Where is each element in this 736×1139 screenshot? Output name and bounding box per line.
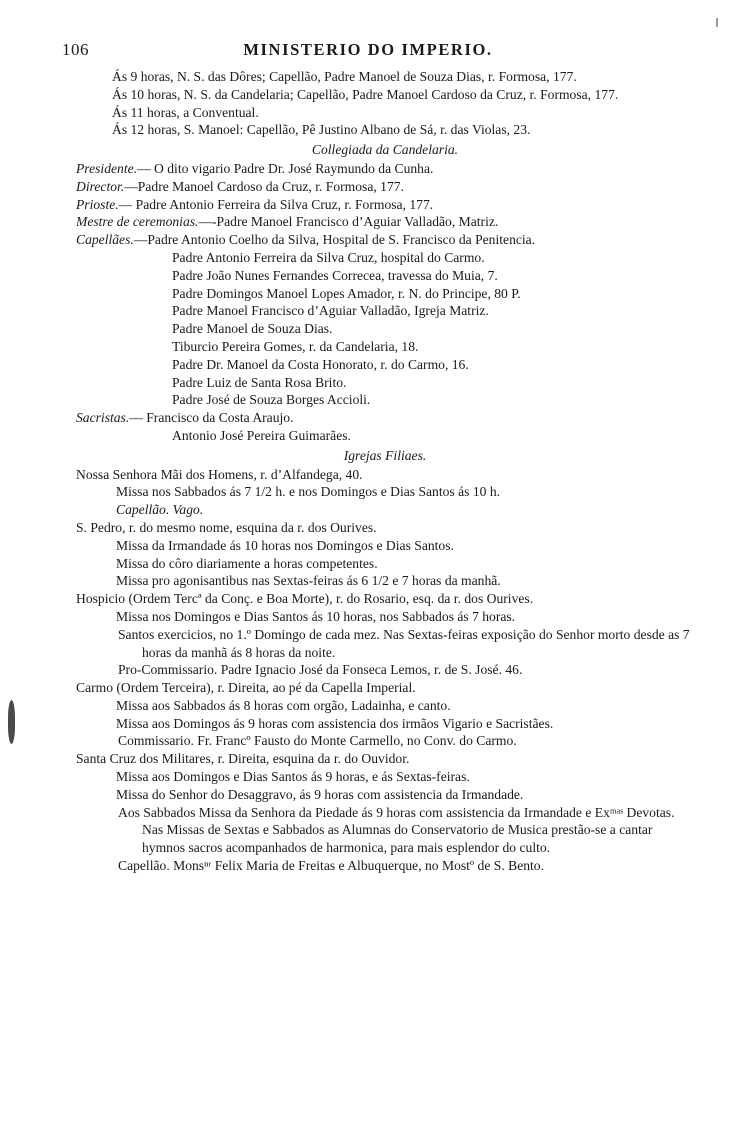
church-detail: Missa do côro diariamente a horas competentes. bbox=[116, 555, 378, 571]
page-number: 106 bbox=[62, 40, 89, 59]
church-detail: Capellão. Monsⁿʳ Felix Maria de Freitas e Albuquerque, no Mostº de S. Bento. bbox=[118, 858, 544, 874]
intro-line: Ás 9 horas, N. S. das Dôres; Capellão, Padre Manoel de Souza Dias, r. Formosa, 177. bbox=[112, 69, 577, 84]
church-detail: Missa da Irmandade ás 10 horas nos Domingos e Dias Santos. bbox=[116, 537, 454, 553]
church-detail: Pro-Commissario. Padre Ignacio José da Fonseca Lemos, r. de S. José. 46. bbox=[118, 662, 523, 678]
page-header-title: MINISTERIO DO IMPERIO. bbox=[243, 40, 493, 59]
church-detail: Missa aos Domingos e Dias Santos ás 9 horas, e ás Sextas-feiras. bbox=[116, 769, 470, 785]
role-line bbox=[76, 231, 694, 249]
church-detail: Santos exercicios, no 1.º Domingo de cada mez. Nas Sextas-feiras exposição do Senhor morto desde as 7 horas da manhã ás 8 horas da noite. bbox=[118, 626, 690, 660]
role-line bbox=[76, 213, 694, 231]
role-label: Sacristas. bbox=[76, 410, 130, 426]
section-heading-collegiada: Collegiada da Candelaria. bbox=[311, 142, 459, 158]
margin-ink-blot bbox=[8, 700, 15, 744]
church-detail: Missa do Senhor do Desaggravo, ás 9 horas com assistencia da Irmandade. bbox=[116, 786, 524, 802]
sacristas-second-line: Antonio José Pereira Guimarães. bbox=[172, 427, 351, 443]
role-line bbox=[76, 160, 694, 178]
role-text: —Padre Manoel Cardoso da Cruz, r. Formosa, 177. bbox=[124, 178, 404, 194]
church-detail: Missa nos Sabbados ás 7 1/2 h. e nos Domingos e Dias Santos ás 10 h. bbox=[116, 484, 501, 500]
role-label: Prioste. bbox=[76, 196, 119, 212]
capellao-line: Tiburcio Pereira Gomes, r. da Candelaria, 18. bbox=[172, 338, 419, 354]
capellao-line: Padre José de Souza Borges Accioli. bbox=[172, 392, 371, 408]
church-detail: Capellão. Vago. bbox=[116, 502, 204, 518]
role-text: — Padre Antonio Ferreira da Silva Cruz, r. Formosa, 177. bbox=[118, 196, 434, 212]
capellao-line: Padre Antonio Ferreira da Silva Cruz, hospital do Carmo. bbox=[172, 249, 485, 265]
intro-line: Ás 11 horas, a Conventual. bbox=[112, 104, 259, 120]
sacristas-line bbox=[76, 409, 694, 427]
role-label: Mestre de ceremonias. bbox=[76, 214, 199, 230]
role-text: — O dito vigario Padre Dr. José Raymundo da Cunha. bbox=[137, 160, 434, 176]
capellao-line: Padre Luiz de Santa Rosa Brito. bbox=[172, 374, 347, 390]
church-detail: Missa pro agonisantibus nas Sextas-feiras ás 6 1/2 e 7 horas da manhã. bbox=[116, 573, 501, 589]
role-label: Capellães. bbox=[76, 232, 134, 248]
church-detail: Missa nos Domingos e Dias Santos ás 10 horas, nos Sabbados ás 7 horas. bbox=[116, 608, 516, 624]
church-title: Santa Cruz dos Militares, r. Direita, esquina da r. do Ouvidor. bbox=[76, 751, 410, 767]
page-body bbox=[76, 68, 694, 875]
church-detail: Missa aos Sabbados ás 8 horas com orgão, Ladainha, e canto. bbox=[116, 697, 451, 713]
role-text: —-Padre Manoel Francisco d’Aguiar Valladão, Matriz. bbox=[198, 214, 499, 230]
church-title: Nossa Senhora Mãi dos Homens, r. d’Alfandega, 40. bbox=[76, 466, 363, 482]
capellao-line: Padre Dr. Manoel da Costa Honorato, r. do Carmo, 16. bbox=[172, 356, 469, 372]
capellao-line: Padre Manoel Francisco d’Aguiar Valladão, Igreja Matriz. bbox=[172, 303, 489, 319]
church-detail: Missa aos Domingos ás 9 horas com assistencia dos irmãos Vigario e Sacristães. bbox=[116, 715, 554, 731]
church-title: Hospicio (Ordem Tercª da Conç. e Boa Morte), r. do Rosario, esq. da r. dos Ourives. bbox=[76, 591, 534, 607]
church-title: S. Pedro, r. do mesmo nome, esquina da r. dos Ourives. bbox=[76, 519, 377, 535]
page-edge-mark bbox=[716, 18, 718, 27]
intro-line: Ás 12 horas, S. Manoel: Capellão, Pê Justino Albano de Sá, r. das Violas, 23. bbox=[112, 122, 531, 138]
role-line bbox=[76, 178, 694, 196]
section-heading-igrejas: Igrejas Filiaes. bbox=[343, 447, 427, 463]
capellao-line: Padre Domingos Manoel Lopes Amador, r. N. do Principe, 80 P. bbox=[172, 285, 521, 301]
church-title: Carmo (Ordem Terceira), r. Direita, ao pé da Capella Imperial. bbox=[76, 680, 416, 696]
role-label: Presidente. bbox=[76, 160, 138, 176]
role-label: Director. bbox=[76, 178, 125, 194]
church-detail: Aos Sabbados Missa da Senhora da Piedade ás 9 horas com assistencia da Irmandade e Exᵐᵃˢ Devotas. Nas Missas de Sextas e Sabbados as Alumnas do Conservatorio de Musica prestão-se a cantar hymnos sacros acompanhados de harmonica, para mais esplendor do culto. bbox=[118, 804, 675, 856]
role-text: —Padre Antonio Coelho da Silva, Hospital de S. Francisco da Penitencia. bbox=[133, 232, 536, 248]
capellao-line: Padre João Nunes Fernandes Correcea, travessa do Muia, 7. bbox=[172, 267, 498, 283]
intro-line: Ás 10 horas, N. S. da Candelaria; Capellão, Padre Manoel Cardoso da Cruz, r. Formosa, 177. bbox=[112, 86, 619, 102]
role-line bbox=[76, 196, 694, 214]
church-detail: Commissario. Fr. Francº Fausto do Monte Carmello, no Conv. do Carmo. bbox=[118, 733, 517, 749]
role-text: — Francisco da Costa Araujo. bbox=[129, 410, 294, 426]
capellao-line: Padre Manoel de Souza Dias. bbox=[172, 321, 333, 337]
